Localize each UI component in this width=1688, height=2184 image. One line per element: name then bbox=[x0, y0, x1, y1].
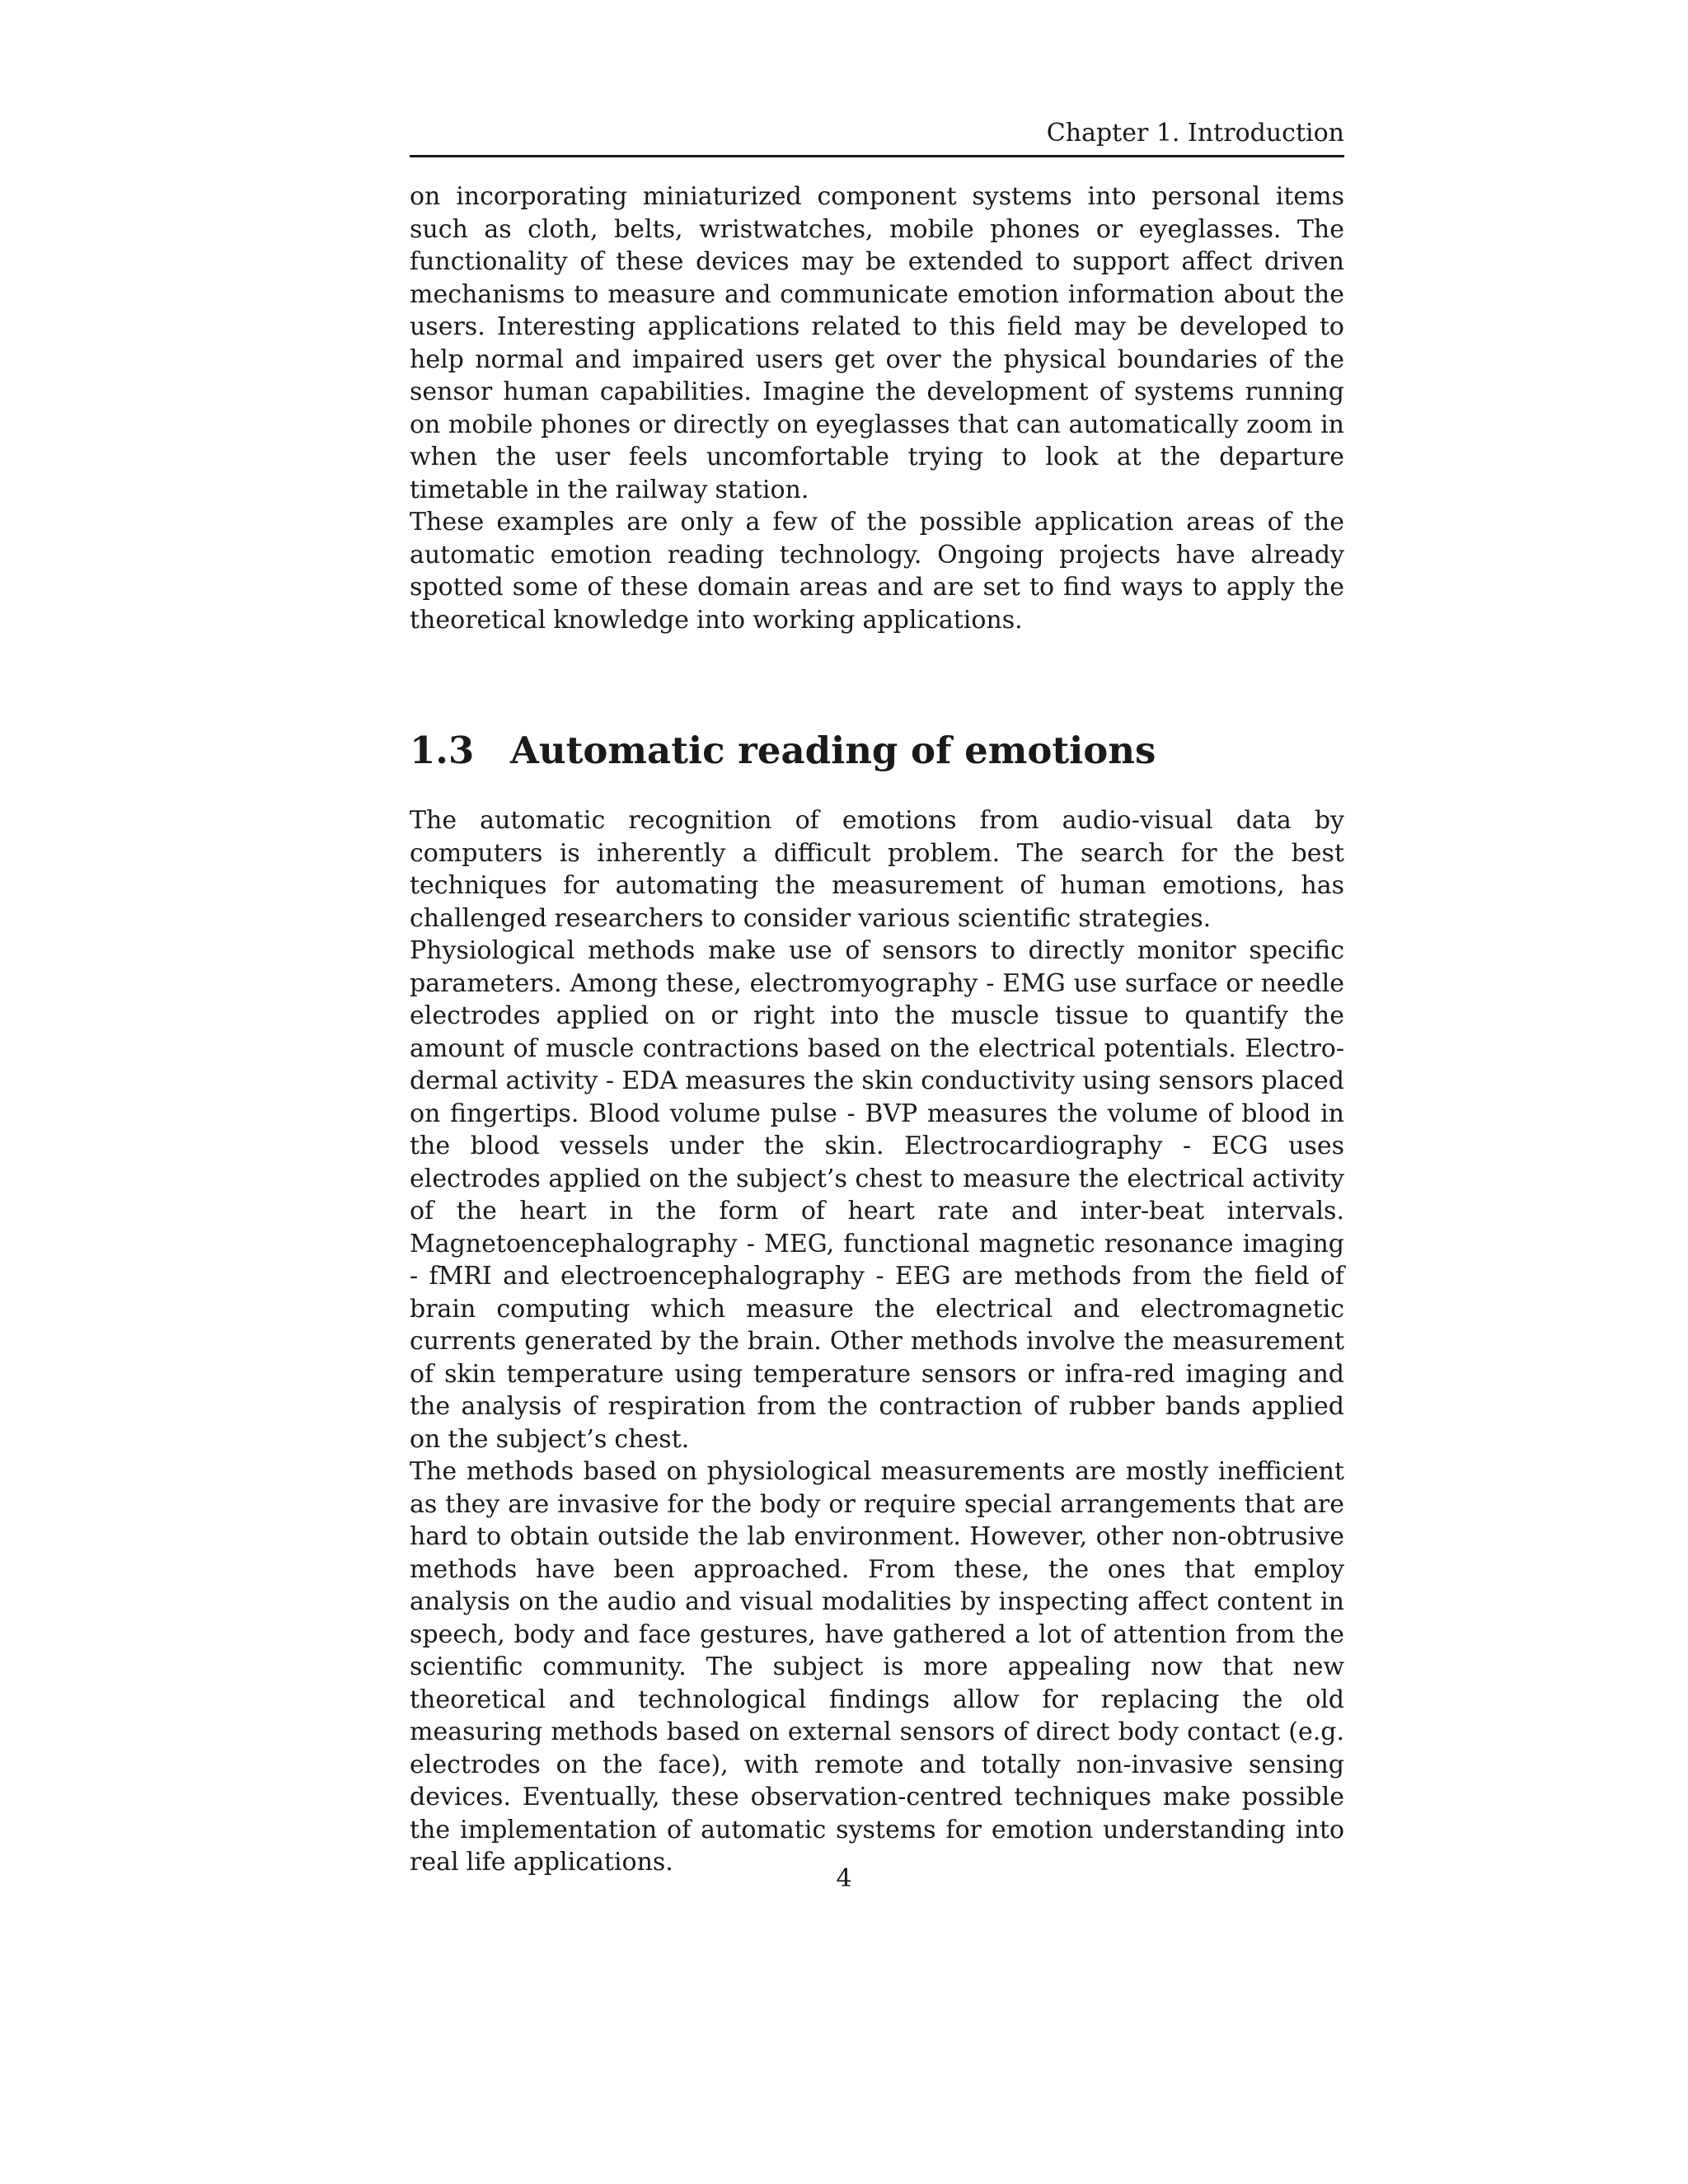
running-header bbox=[410, 115, 1344, 157]
section-body bbox=[410, 804, 1344, 1879]
body-paragraph: The methods based on physiological measurements are mostly inefficient as they are invasive for the body or require special arrangements that are hard to obtain outside the lab environment. However, other non-obtrusive methods have been approached. From these, the ones that employ analysis on the audio and visual modalities by inspecting affect content in speech, body and face gestures, have gathered a lot of attention from the scientific community. The subject is more appealing now that new theoretical and technological findings allow for replacing the old measuring methods based on external sensors of direct body contact (e.g. electrodes on the face), with remote and totally non-invasive sensing devices. Eventually, these observation-centred techniques make possible the implementation of automatic systems for emotion understanding into real life applications. bbox=[410, 1457, 1344, 1877]
section-number: 1.3 bbox=[410, 729, 475, 772]
body-paragraph: Physiological methods make use of sensors to directly monitor specific parameters. Among these, electromyography - EMG use surface or needle electrodes applied on or right into the muscle tissue to quantify the amount of muscle contractions based on the electrical potentials. Electro-dermal activity - EDA measures the skin conductivity using sensors placed on fingertips. Blood volume pulse - BVP measures the volume of blood in the blood vessels under the skin. Electrocardiography - ECG uses electrodes applied on the subject’s chest to measure the electrical activity of the heart in the form of heart rate and inter-beat intervals. Magnetoencephalography - MEG, functional magnetic resonance imaging - fMRI and electroencephalography - EEG are methods from the field of brain computing which measure the electrical and electromagnetic currents generated by the brain. Other methods involve the measurement of skin temperature using temperature sensors or infra-red imaging and the analysis of respiration from the contraction of rubber bands applied on the subject’s chest. bbox=[410, 936, 1344, 1454]
body-paragraph: on incorporating miniaturized component systems into personal items such as cloth, belts, wristwatches, mobile phones or eyeglasses. The functionality of these devices may be extended to support affect driven mechanisms to measure and communicate emotion information about the users. Interesting applications related to this field may be developed to help normal and impaired users get over the physical boundaries of the sensor human capabilities. Imagine the development of systems running on mobile phones or directly on eyeglasses that can automatically zoom in when the user feels uncomfortable trying to look at the departure timetable in the railway station. bbox=[410, 182, 1344, 504]
page-number: 4 bbox=[836, 1864, 852, 1893]
body-paragraph: The automatic recognition of emotions from audio-visual data by computers is inherently a difficult problem. The search for the best techniques for automating the measurement of human emotions, has challenged researchers to consider various scientific strategies. bbox=[410, 806, 1344, 933]
body-paragraph: These examples are only a few of the possible application areas of the automatic emotion reading technology. Ongoing projects have already spotted some of these domain areas and are set to find ways to apply the theoretical knowledge into working applications. bbox=[410, 508, 1344, 635]
section-title: Automatic reading of emotions bbox=[510, 729, 1156, 772]
page-content bbox=[410, 115, 1344, 1879]
section-heading bbox=[410, 729, 1344, 773]
running-header-title: Chapter 1. Introduction bbox=[1046, 119, 1344, 148]
